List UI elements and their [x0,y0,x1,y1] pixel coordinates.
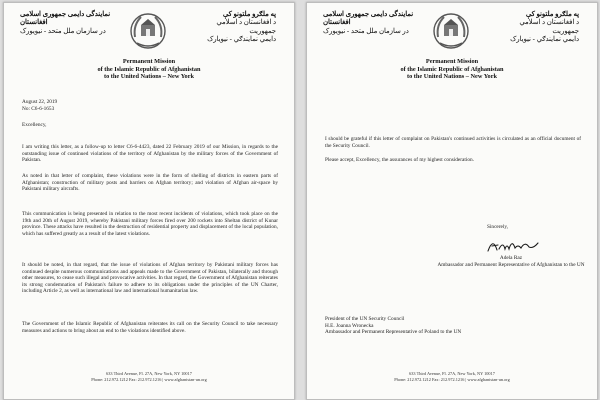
closing-sincerely: Sincerely, [487,224,508,230]
closing-paragraph-2: Please accept, Excellency, the assurances of my highest consideration. [325,157,474,163]
signer-name: Adela Raz [499,255,523,261]
paragraph-3: This communication is being presented in relation to the most recent incidents of violations, which took place on the 19th and 20th of August 2019, whereby Pakistani military forces fired over 200 rockets into Sheltan district of Kunar province. These attacks have resulted in the destruction of residential property and displacement of the local population, which has suffered greatly as a result of the latest violations. [22,211,278,237]
date-and-reference [22,99,57,112]
footer-address: 633 Third Avenue, Fl. 27A, New York, NY 10017 [106,371,192,376]
mission-line-1: Permanent Mission [425,58,479,65]
mission-line-2: of the Islamic Republic of Afghanistan [400,65,504,73]
letter-date: August 22, 2019 [22,99,58,105]
afghanistan-emblem-icon [127,9,169,53]
salutation: Excellency, [22,122,47,128]
paragraph-1: I am writing this letter, as a follow-up to letter C6-6-4423, dated 22 February 2019 of our Mission, in regards to the outstanding issue of continued violations of the territory of Afghanistan by the military forces of the Government of Pakistan. [22,144,278,164]
letterhead-pashto [497,11,579,45]
mission-line-2: of the Islamic Republic of Afghanistan [97,65,201,73]
footer-contact: Phone: 212.972.1212 Fax: 212.972.1216 | www.afghanistan-un.org [91,376,207,382]
signer-block [431,255,591,268]
pashto-line-2: د افغانستان د اسلامي جمهوریت [519,19,579,35]
letterhead-dari [323,11,415,36]
addressee-line-3: Ambassador and Permanent Representative of Poland to the UN [325,329,462,336]
pashto-line-1: په ملګرو ملتونو کې [222,11,276,18]
pashto-line-2: د افغانستان د اسلامي جمهوریت [216,19,276,35]
dari-line-2: در سازمان ملل متحد - نیویورک [20,27,106,35]
dari-line-1: نمایندگی دایمی جمهوری اسلامی افغانستان [20,11,111,27]
letter-page-1 [3,2,295,400]
pashto-line-3: دایمي نمایندګي - نیویارک [207,36,276,44]
paragraph-5: The Government of the Islamic Republic of Afghanistan reiterates its call on the Security Council to take necessary measures and actions to bring about an end to the violations identified above. [22,321,278,334]
letterhead-pashto [194,11,276,45]
mission-line-3: to the United Nations – New York [103,73,195,81]
footer-contact: Phone: 212.972.1212 Fax: 212.972.1216 | www.afghanistan-un.org [394,376,510,382]
dari-line-1: نمایندگی دایمی جمهوری اسلامی افغانستان [323,11,414,27]
mission-line-1: Permanent Mission [122,58,176,65]
closing-paragraph-1: I should be grateful if this letter of complaint on Pakistan's continued activities is circulated as an official document of the Security Council. [325,136,581,149]
dari-line-2: در سازمان ملل متحد - نیویورک [323,27,409,35]
letterhead-dari [20,11,112,36]
letter-page-2 [306,2,598,400]
addressee-block [325,316,461,336]
footer-address: 633 Third Avenue, Fl. 27A, New York, NY 10017 [409,371,495,376]
letter-ref-no: No: C6-6-1653 [22,105,55,112]
mission-title [307,58,597,81]
paragraph-2: As noted in that letter of complaint, these violations were in the form of shelling of districts in eastern parts of Afghanistan; construction of military posts and barriers on Afghan territory; and violation of Afghan air-space by Pakistani military aircrafts. [22,173,278,193]
afghanistan-emblem-icon [430,9,472,53]
letter-footer-2 [307,371,597,382]
paragraph-4: It should be noted, in that regard, that the issue of violations of Afghan territory by Pakistani military forces has continued despite numerous communications and appeals made to the Government of Pakistan, bilaterally and through other measures, to cease such illegal and provocative activities. In that regard, the Government of Afghanistan reiterates its strong condemnation of Pakistan's failure to adhere to its obligations under the principles of the UN Charter, including Article 2, as well as international law and international humanitarian law. [22,262,278,295]
pashto-line-1: په ملګرو ملتونو کې [525,11,579,18]
letter-footer-1 [4,371,294,382]
pashto-line-3: دایمي نمایندګي - نیویارک [510,36,579,44]
signer-title: Ambassador and Permanent Representative of Afghanistan to the UN [437,261,585,268]
mission-title [4,58,294,81]
addressee-line-2: H.E. Joanna Wronecka [325,322,374,329]
addressee-line-1: President of the UN Security Council [325,316,405,322]
mission-line-3: to the United Nations – New York [406,73,498,81]
signature-icon [485,235,541,255]
